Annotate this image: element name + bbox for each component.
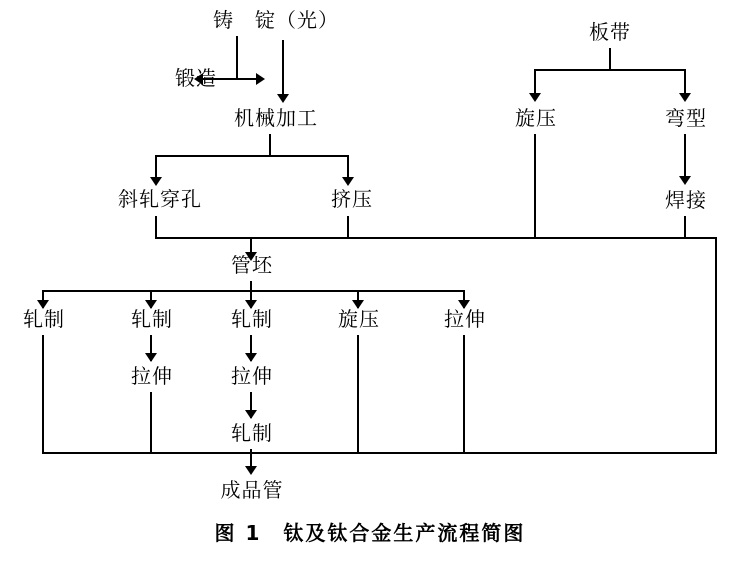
node-drawing-3: 拉伸 (231, 364, 273, 388)
arrow-to-extrusion-icon (342, 177, 354, 186)
node-drawing-right: 拉伸 (444, 307, 486, 331)
edge-extrusion-down (347, 216, 349, 238)
edge-spinning-bottom-down (357, 335, 359, 453)
figure-caption: 图 1 钛及钛合金生产流程简图 (214, 521, 526, 545)
arrow-to-finished-tube-icon (245, 466, 257, 475)
node-forging: 锻造 (175, 66, 217, 90)
node-tube-blank: 管坯 (231, 253, 273, 277)
edge-ingot-to-machining (282, 40, 284, 98)
node-spinning-bottom: 旋压 (338, 307, 380, 331)
edge-strip-down (609, 48, 611, 70)
node-machining: 机械加工 (234, 106, 318, 130)
node-strip: 板带 (589, 20, 631, 44)
node-finished-tube: 成品管 (220, 478, 284, 502)
edge-drawing-right-down (463, 335, 465, 453)
node-rolling-4: 轧制 (231, 421, 273, 445)
edge-drawing-2-down (150, 392, 152, 453)
arrow-to-drawing-2-icon (145, 353, 157, 362)
edge-welding-down (684, 216, 686, 238)
edge-strip-split-bar (534, 69, 685, 71)
node-rolling-3: 轧制 (231, 307, 273, 331)
arrow-to-bending-icon (679, 93, 691, 102)
edge-tube-blank-fan-bar (42, 290, 464, 292)
node-rolling-2: 轧制 (131, 307, 173, 331)
node-cross-roll-piercing: 斜轧穿孔 (118, 187, 202, 211)
arrow-to-machining-icon (277, 94, 289, 103)
arrow-forging-out-icon (256, 73, 265, 85)
node-bending: 弯型 (665, 106, 707, 130)
arrow-to-drawing-3-icon (245, 353, 257, 362)
node-rolling-1: 轧制 (23, 307, 65, 331)
node-extrusion: 挤压 (331, 187, 373, 211)
edge-ingot-to-forging-vertical (236, 36, 238, 80)
arrow-to-cross-roll-piercing-icon (150, 177, 162, 186)
edge-cross-roll-piercing-down (155, 216, 157, 238)
node-welding: 焊接 (665, 188, 707, 212)
arrow-to-spinning-top-icon (529, 93, 541, 102)
edge-right-rail (715, 237, 717, 453)
edge-machining-down (269, 134, 271, 156)
edge-collector-bar (155, 237, 717, 239)
arrow-to-rolling-4-icon (245, 410, 257, 419)
node-spinning-top: 旋压 (515, 106, 557, 130)
node-drawing-2: 拉伸 (131, 364, 173, 388)
edge-machining-split-bar (155, 155, 349, 157)
node-ingot: 铸 锭（光） (213, 8, 339, 32)
arrow-to-welding-icon (679, 176, 691, 185)
edge-rolling-1-down (42, 335, 44, 453)
edge-bottom-collector-bar (42, 452, 717, 454)
edge-spinning-top-down (534, 134, 536, 238)
edge-bending-to-welding (684, 134, 686, 180)
